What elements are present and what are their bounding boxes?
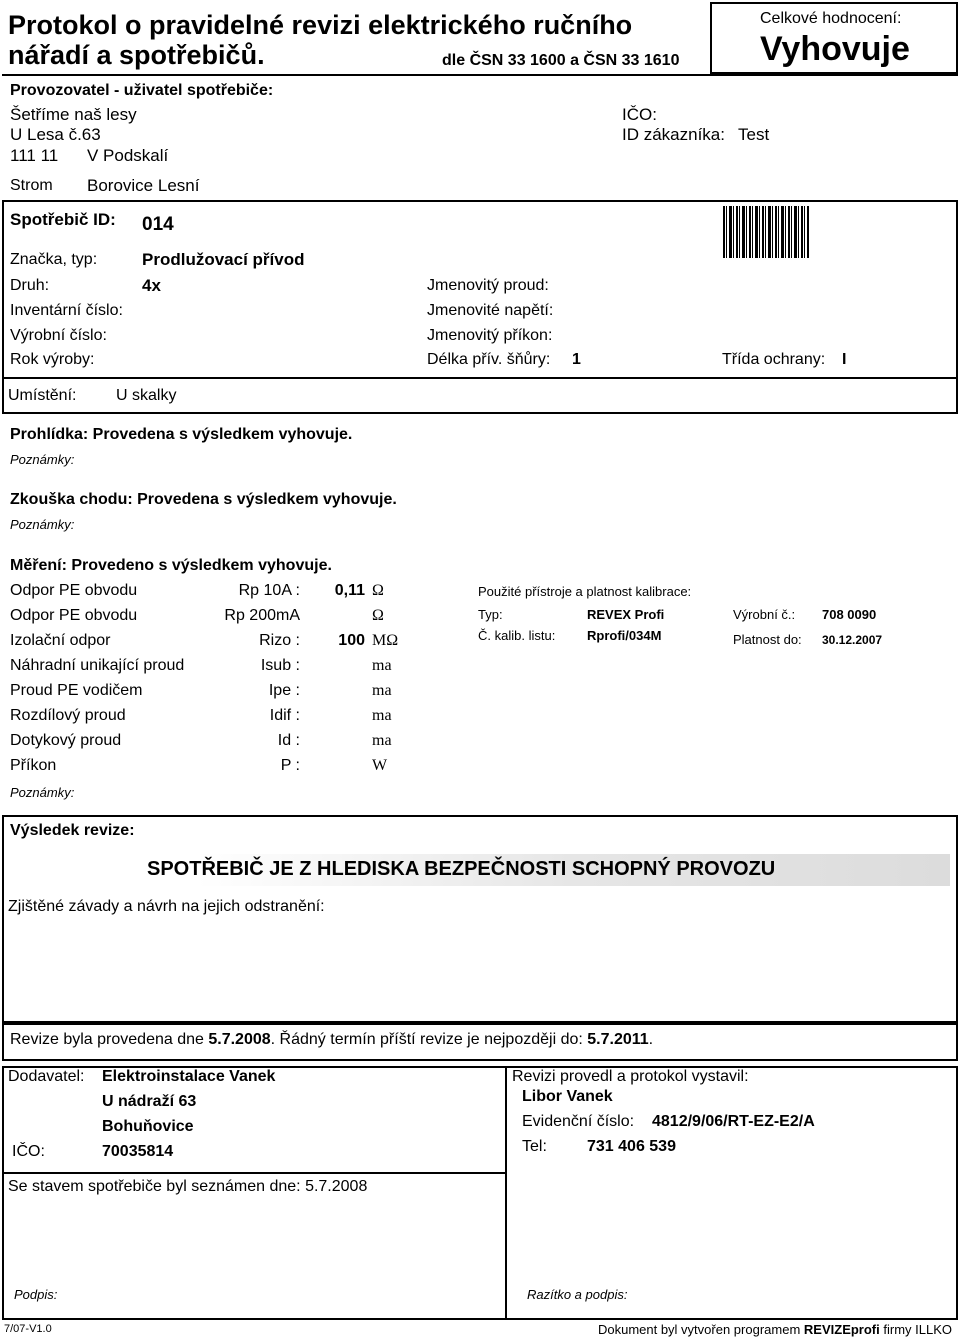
- place-value: Borovice Lesní: [87, 176, 200, 195]
- measurement-unit: ma: [372, 682, 392, 699]
- result-label: Výsledek revize:: [10, 822, 135, 839]
- measurement-unit: Ω: [372, 582, 384, 599]
- performed-period: .: [270, 1031, 276, 1048]
- location-value: U skalky: [116, 387, 177, 404]
- kind-label: Druh:: [10, 277, 50, 294]
- customer-id-value: Test: [738, 125, 770, 144]
- performed-date: 5.7.2008: [208, 1031, 271, 1048]
- measurement-unit: ma: [372, 732, 392, 749]
- next-revision-label: Řádný termín příští revize je nejpozději do:: [279, 1031, 583, 1048]
- operator-heading: Provozovatel - uživatel spotřebiče:: [10, 82, 274, 99]
- instrument-type-value: REVEX Profi: [587, 607, 665, 622]
- stamp-signature-label: Razítko a podpis:: [527, 1287, 628, 1302]
- measurement-value: 0,11: [334, 582, 365, 599]
- revision-dates-line: [10, 1031, 653, 1049]
- generator-suffix: firmy ILLKO: [883, 1322, 952, 1337]
- measurement-unit: ma: [372, 707, 392, 724]
- next-revision-period: .: [648, 1031, 654, 1048]
- customer-signature-label: Podpis:: [14, 1287, 58, 1302]
- measurement-unit: ma: [372, 657, 392, 674]
- serial-label: Výrobní číslo:: [10, 327, 107, 344]
- measurement-name: Odpor PE obvodu: [10, 582, 138, 599]
- acquainted-date: 5.7.2008: [305, 1178, 368, 1195]
- measurement-symbol: Isub :: [260, 657, 300, 674]
- overall-rating-value: Vyhovuje: [760, 30, 910, 68]
- generator-prefix: Dokument byl vytvořen programem: [597, 1322, 801, 1337]
- brand-value: Prodlužovací přívod: [142, 250, 305, 269]
- calibration-valid-value: 30.12.2007: [822, 633, 883, 647]
- measurement-result: Měření: Provedeno s výsledkem vyhovuje.: [10, 557, 332, 574]
- measurement-unit: Ω: [372, 607, 384, 624]
- operator-street: U Lesa č.63: [10, 125, 101, 144]
- kind-value: 4x: [142, 276, 161, 295]
- measurement-symbol: Rizo :: [259, 632, 300, 649]
- measurement-name: Dotykový proud: [10, 732, 122, 749]
- result-box: [2, 815, 958, 1023]
- run-test-notes: Poznámky:: [10, 517, 75, 532]
- norm-reference: dle ČSN 33 1600 a ČSN 33 1610: [442, 52, 680, 69]
- operator-city: V Podskalí: [87, 146, 169, 165]
- measurement-symbol: P :: [280, 757, 300, 774]
- generator-program: REVIZEprofi: [803, 1322, 880, 1337]
- cord-length-value: 1: [572, 351, 581, 368]
- acquainted-line: [8, 1178, 367, 1196]
- performed-label: Revize byla provedena dne: [10, 1031, 204, 1048]
- inventory-label: Inventární číslo:: [10, 302, 123, 319]
- measurement-symbol: Id :: [277, 732, 300, 749]
- instrument-type-label: Typ:: [478, 607, 503, 622]
- calibration-sheet-value: Rprofi/034M: [587, 628, 662, 643]
- measurement-unit: W: [372, 757, 388, 774]
- year-label: Rok výroby:: [10, 351, 95, 368]
- supplier-street: U nádraží 63: [102, 1093, 197, 1110]
- generator-credit: [598, 1322, 952, 1337]
- instrument-serial-label: Výrobní č.:: [733, 607, 796, 622]
- inspector-label: Revizi provedl a protokol vystavil:: [512, 1068, 749, 1085]
- calibration-valid-label: Platnost do:: [733, 632, 802, 647]
- operator-zip: 111 11: [10, 146, 59, 165]
- cord-length-label: Délka přív. šňůry:: [427, 351, 551, 368]
- rated-voltage-label: Jmenovité napětí:: [427, 302, 554, 319]
- appliance-id-value: 014: [142, 214, 174, 235]
- run-test-result: Zkouška chodu: Provedena s výsledkem vyhovuje.: [10, 491, 397, 508]
- measurement-name: Odpor PE obvodu: [10, 607, 138, 624]
- document-title-line1: Protokol o pravidelné revizi elektrického ručního: [8, 10, 633, 40]
- registration-label: Evidenční číslo:: [522, 1113, 635, 1130]
- next-revision-date: 5.7.2011: [587, 1031, 649, 1048]
- rated-power-label: Jmenovitý příkon:: [427, 327, 553, 344]
- measurement-name: Příkon: [10, 757, 57, 774]
- customer-id-label: ID zákazníka:: [622, 125, 725, 144]
- phone-value: 731 406 539: [587, 1138, 676, 1155]
- rated-current-label: Jmenovitý proud:: [427, 277, 549, 294]
- measurement-symbol: Rp 10A :: [238, 582, 300, 599]
- registration-value: 4812/9/06/RT-EZ-E2/A: [652, 1113, 815, 1130]
- document-title-line2: nářadí a spotřebičů.: [8, 40, 265, 70]
- supplier-ico-value: 70035814: [102, 1143, 174, 1160]
- measurement-name: Rozdílový proud: [10, 707, 126, 724]
- measurement-symbol: Ipe :: [268, 682, 300, 699]
- visual-inspection-result: Prohlídka: Provedena s výsledkem vyhovuje.: [10, 426, 353, 443]
- verdict-text: SPOTŘEBIČ JE Z HLEDISKA BEZPEČNOSTI SCHOPNÝ PROVOZU: [147, 858, 776, 880]
- calibration-sheet-label: Č. kalib. listu:: [478, 628, 556, 643]
- operator-ico-label: IČO:: [622, 105, 657, 124]
- defects-label: Zjištěné závady a návrh na jejich odstranění:: [8, 898, 325, 915]
- protection-class-value: I: [842, 351, 847, 368]
- protection-class-label: Třída ochrany:: [722, 351, 826, 368]
- measurement-notes: Poznámky:: [10, 785, 75, 800]
- supplier-label: Dodavatel:: [8, 1068, 85, 1085]
- measurement-symbol: Rp 200mA: [224, 607, 300, 624]
- phone-label: Tel:: [522, 1138, 547, 1155]
- inspector-name: Libor Vanek: [522, 1088, 613, 1105]
- measurement-name: Náhradní unikající proud: [10, 657, 185, 674]
- operator-name: Šetříme naš lesy: [10, 105, 137, 124]
- location-label: Umístění:: [8, 387, 77, 404]
- overall-rating-label: Celkové hodnocení:: [760, 10, 902, 27]
- form-version: 7/07-V1.0: [4, 1323, 52, 1335]
- instruments-heading: Použité přístroje a platnost kalibrace:: [478, 584, 692, 599]
- barcode-image: [723, 206, 809, 258]
- visual-inspection-notes: Poznámky:: [10, 452, 75, 467]
- measurement-symbol: Idif :: [269, 707, 300, 724]
- measurement-name: Izolační odpor: [10, 632, 111, 649]
- supplier-ico-label: IČO:: [12, 1143, 45, 1160]
- measurement-unit: MΩ: [372, 632, 399, 649]
- acquainted-label: Se stavem spotřebiče byl seznámen dne:: [8, 1178, 301, 1195]
- measurement-name: Proud PE vodičem: [10, 682, 143, 699]
- place-label: Strom: [10, 177, 53, 194]
- supplier-city: Bohuňovice: [102, 1118, 194, 1135]
- brand-label: Značka, typ:: [10, 251, 98, 268]
- measurement-value: 100: [338, 632, 365, 649]
- appliance-id-label: Spotřebič ID:: [10, 210, 116, 229]
- supplier-name: Elektroinstalace Vanek: [102, 1068, 276, 1085]
- instrument-serial-value: 708 0090: [822, 607, 877, 622]
